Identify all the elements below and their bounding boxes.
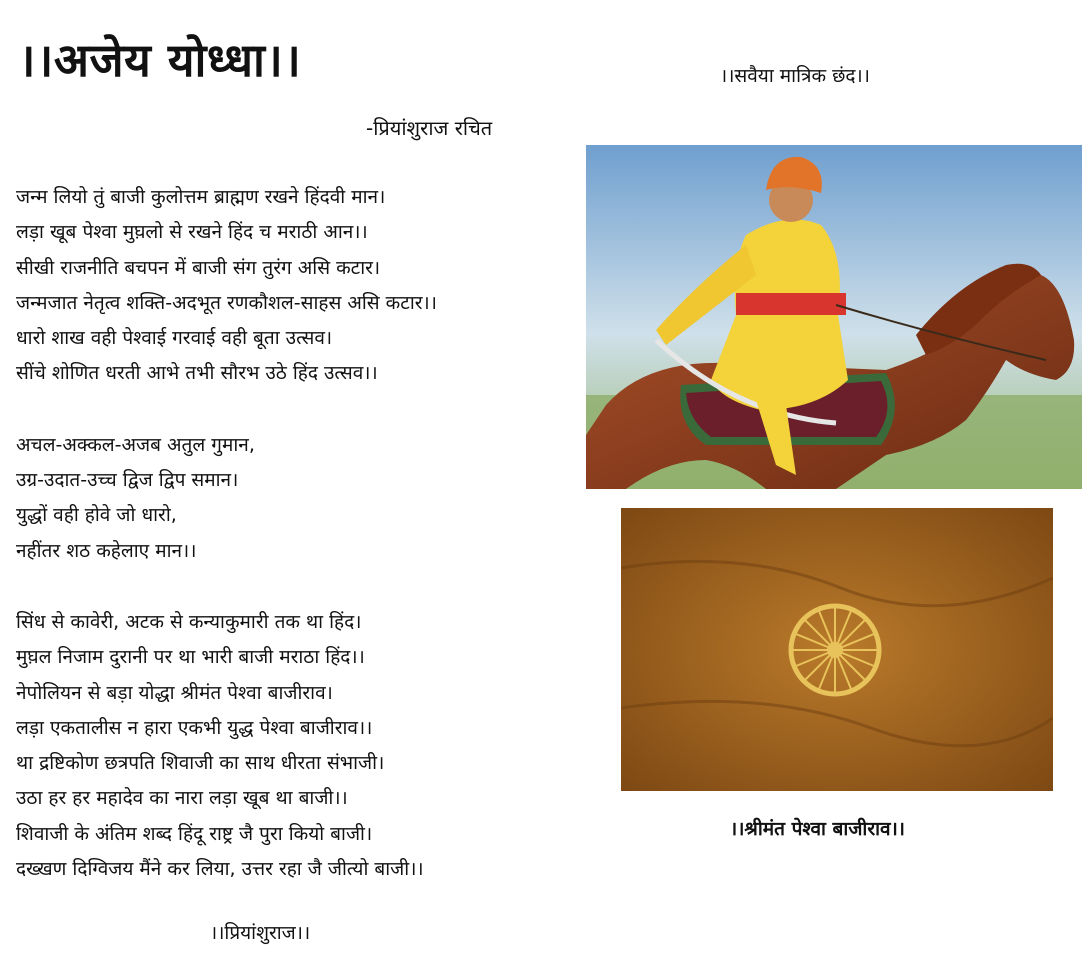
poem-line: सीखी राजनीति बचपन में बाजी संग तुरंग असि कटार। bbox=[16, 256, 381, 279]
poem-line: धारो शाख वही पेश्वाई गरवाई वही बूता उत्सव। bbox=[16, 327, 333, 350]
poem-line: जन्मजात नेतृत्व शक्ति-अदभूत रणकौशल-साहस असि कटार।। bbox=[16, 291, 437, 314]
bhagwa-flag-chakra-icon bbox=[621, 508, 1053, 791]
poem-line: नहींतर शठ कहेलाए मान।। bbox=[16, 539, 197, 562]
author-line: -प्रियांशुराज रचित bbox=[366, 116, 493, 140]
poem-line: नेपोलियन से बड़ा योद्धा श्रीमंत पेश्वा बाजीराव। bbox=[16, 681, 333, 704]
poem-line: था द्रष्टिकोण छत्रपति शिवाजी का साथ धीरता संभाजी। bbox=[16, 752, 385, 775]
poem-line: जन्म लियो तुं बाजी कुलोत्तम ब्राह्मण रखने हिंदवी मान। bbox=[16, 186, 386, 208]
poem-line: सिंध से कावेरी, अटक से कन्याकुमारी तक था हिंद। bbox=[16, 610, 362, 633]
image-caption: ।।श्रीमंत पेश्वा बाजीराव।। bbox=[730, 818, 905, 840]
poem-line: सींचे शोणित धरती आभे तभी सौरभ उठे हिंद उत्सव।। bbox=[16, 362, 378, 385]
meter-label: ।।सवैया मात्रिक छंद।। bbox=[720, 65, 870, 87]
poem-line: मुघ़ल निजाम दुरानी पर था भारी बाजी मराठा हिंद।। bbox=[16, 646, 365, 669]
poem-line: शिवाजी के अंतिम शब्द हिंदू राष्ट्र जै पुरा कियो बाजी। bbox=[16, 822, 373, 845]
poem-line: लड़ा एकतालीस न हारा एकभी युद्ध पेश्वा बाजीराव।। bbox=[16, 716, 373, 739]
stanza-1 bbox=[16, 180, 437, 392]
horseman-painting-icon bbox=[586, 145, 1082, 489]
page-title: ।।अजेय योध्धा।। bbox=[18, 33, 302, 87]
poem-line: उग्र-उदात-उच्च द्विज द्विप समान। bbox=[16, 469, 239, 492]
stanza-2 bbox=[16, 428, 437, 569]
stanza-3 bbox=[16, 605, 437, 887]
poem-line: उठा हर हर महादेव का नारा लड़ा खूब था बाजी।। bbox=[16, 787, 348, 810]
poem-line: युद्धों वही होवे जो धारो, bbox=[16, 504, 177, 527]
poem-line: दख्खण दिग्विजय मैंने कर लिया, उत्तर रहा जै जीत्यो बाजी।। bbox=[16, 858, 424, 881]
poem bbox=[16, 180, 437, 887]
signature: ।।प्रियांशुराज।। bbox=[210, 922, 311, 944]
poem-line: लड़ा खूब पेश्वा मुघ़लो से रखने हिंद च मराठी आन।। bbox=[16, 221, 368, 244]
poem-line: अचल-अक्कल-अजब अतुल गुमान, bbox=[16, 433, 255, 456]
